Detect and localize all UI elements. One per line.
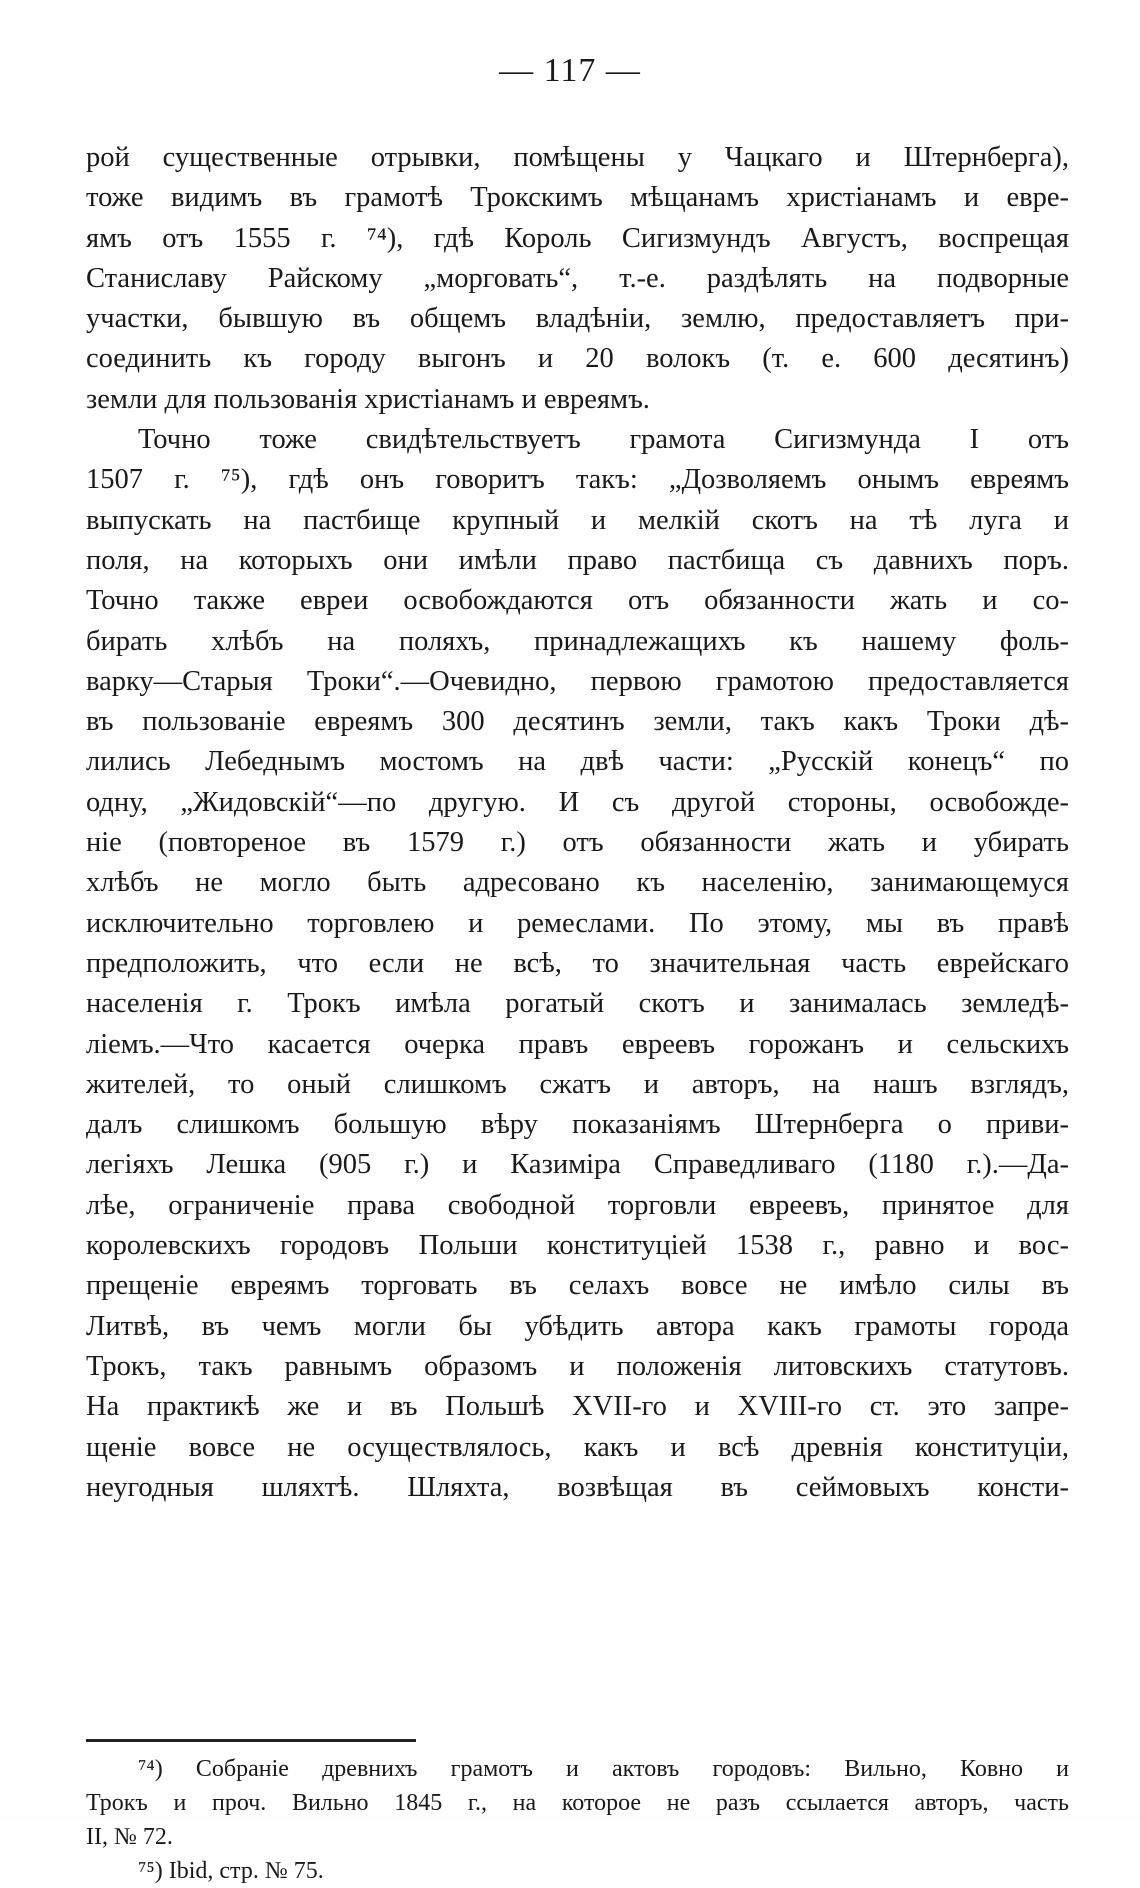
text-line: Литвѣ, въ чемъ могли бы убѣдить автора какъ грамоты города: [86, 1310, 1069, 1342]
text-line: Трокъ, такъ равнымъ образомъ и положенія литовскихъ статутовъ.: [86, 1350, 1069, 1382]
text-line: жителей, то оный слишкомъ сжатъ и авторъ, на нашъ взглядъ,: [86, 1068, 1069, 1100]
text-line: бирать хлѣбъ на поляхъ, принадлежащихъ къ нашему фоль-: [86, 625, 1069, 657]
text-line: варку—Старыя Троки“.—Очевидно, первою грамотою предоставляется: [86, 665, 1069, 697]
text-line: одну, „Жидовскій“—по другую. И съ другой стороны, освобожде-: [86, 786, 1069, 818]
page-number: — 117 —: [499, 52, 641, 89]
text-line: ямъ отъ 1555 г. ⁷⁴), гдѣ Король Сигизмундъ Августъ, воспрещая: [86, 222, 1069, 254]
text-line: земли для пользованія христіанамъ и евреямъ.: [86, 383, 650, 415]
text-line: участки, бывшую въ общемъ владѣніи, землю, предоставляетъ при-: [86, 303, 1069, 335]
footnote-74-line: ⁷⁴) Собраніе древнихъ грамотъ и актовъ городовъ: Вильно, Ковно и: [138, 1756, 1069, 1782]
text-line: предположить, что если не всѣ, то значительная часть еврейскаго: [86, 947, 1069, 979]
text-line: Станиславу Райскому „морговать“, т.-е. раздѣлять на подворные: [86, 262, 1069, 294]
text-line: прещеніе евреямъ торговать въ селахъ вовсе не имѣло силы въ: [86, 1270, 1069, 1302]
text-line: На практикѣ же и въ Польшѣ XVII-го и XVIII-го ст. это запре-: [86, 1391, 1069, 1423]
text-line: исключительно торговлею и ремеслами. По этому, мы въ правѣ: [86, 907, 1069, 939]
text-line: 1507 г. ⁷⁵), гдѣ онъ говоритъ такъ: „Дозволяемъ онымъ евреямъ: [86, 464, 1069, 496]
text-line: щеніе вовсе не осуществлялось, какъ и всѣ древнія конституціи,: [86, 1431, 1069, 1463]
text-line: королевскихъ городовъ Польши конституціей 1538 г., равно и вос-: [86, 1230, 1069, 1262]
text-line: выпускать на пастбище крупный и мелкій скотъ на тѣ луга и: [86, 504, 1069, 536]
main-text: [86, 138, 1069, 1508]
text-line: Точно также евреи освобождаются отъ обязанности жать и со-: [86, 585, 1069, 617]
text-line: населенія г. Трокъ имѣла рогатый скотъ и занималась земледѣ-: [86, 988, 1069, 1020]
footnote-75-line: ⁷⁵) Ibid, стр. № 75.: [138, 1858, 324, 1884]
text-line: лѣе, ограниченіе права свободной торговли евреевъ, принятое для: [86, 1189, 1069, 1221]
text-line: легіяхъ Лешка (905 г.) и Казиміра Справедливаго (1180 г.).—Да-: [86, 1149, 1069, 1181]
text-line: хлѣбъ не могло быть адресовано къ населенію, занимающемуся: [86, 867, 1069, 899]
text-line: въ пользованіе евреямъ 300 десятинъ земли, такъ какъ Троки дѣ-: [86, 706, 1069, 738]
text-line: тоже видимъ въ грамотѣ Трокскимъ мѣщанамъ христіанамъ и евре-: [86, 182, 1069, 214]
text-line: лились Лебеднымъ мостомъ на двѣ части: „Русскій конецъ“ по: [86, 746, 1069, 778]
footnotes: [86, 1752, 1069, 1888]
text-line: рой существенные отрывки, помѣщены у Чацкаго и Штернберга),: [86, 142, 1069, 173]
text-line: неугодныя шляхтѣ. Шляхта, возвѣщая въ сеймовыхъ консти-: [86, 1471, 1069, 1503]
footnote-74-line: II, № 72.: [86, 1824, 173, 1850]
footnote-74-line: Трокъ и проч. Вильно 1845 г., на которое не разъ ссылается авторъ, часть: [86, 1790, 1069, 1816]
text-line: поля, на которыхъ они имѣли право пастбища съ давнихъ поръ.: [86, 544, 1069, 576]
footnote-divider: [86, 1739, 416, 1742]
text-line: соединить къ городу выгонъ и 20 волокъ (т. е. 600 десятинъ): [86, 343, 1069, 375]
text-line: ніе (повтореное въ 1579 г.) отъ обязанности жать и убирать: [86, 827, 1069, 859]
text-line: далъ слишкомъ большую вѣру показаніямъ Штернберга о приви-: [86, 1109, 1069, 1141]
paragraph-first-line: Точно тоже свидѣтельствуетъ грамота Сигизмунда I отъ: [138, 424, 1069, 456]
text-line: ліемъ.—Что касается очерка правъ евреевъ горожанъ и сельскихъ: [86, 1028, 1069, 1060]
